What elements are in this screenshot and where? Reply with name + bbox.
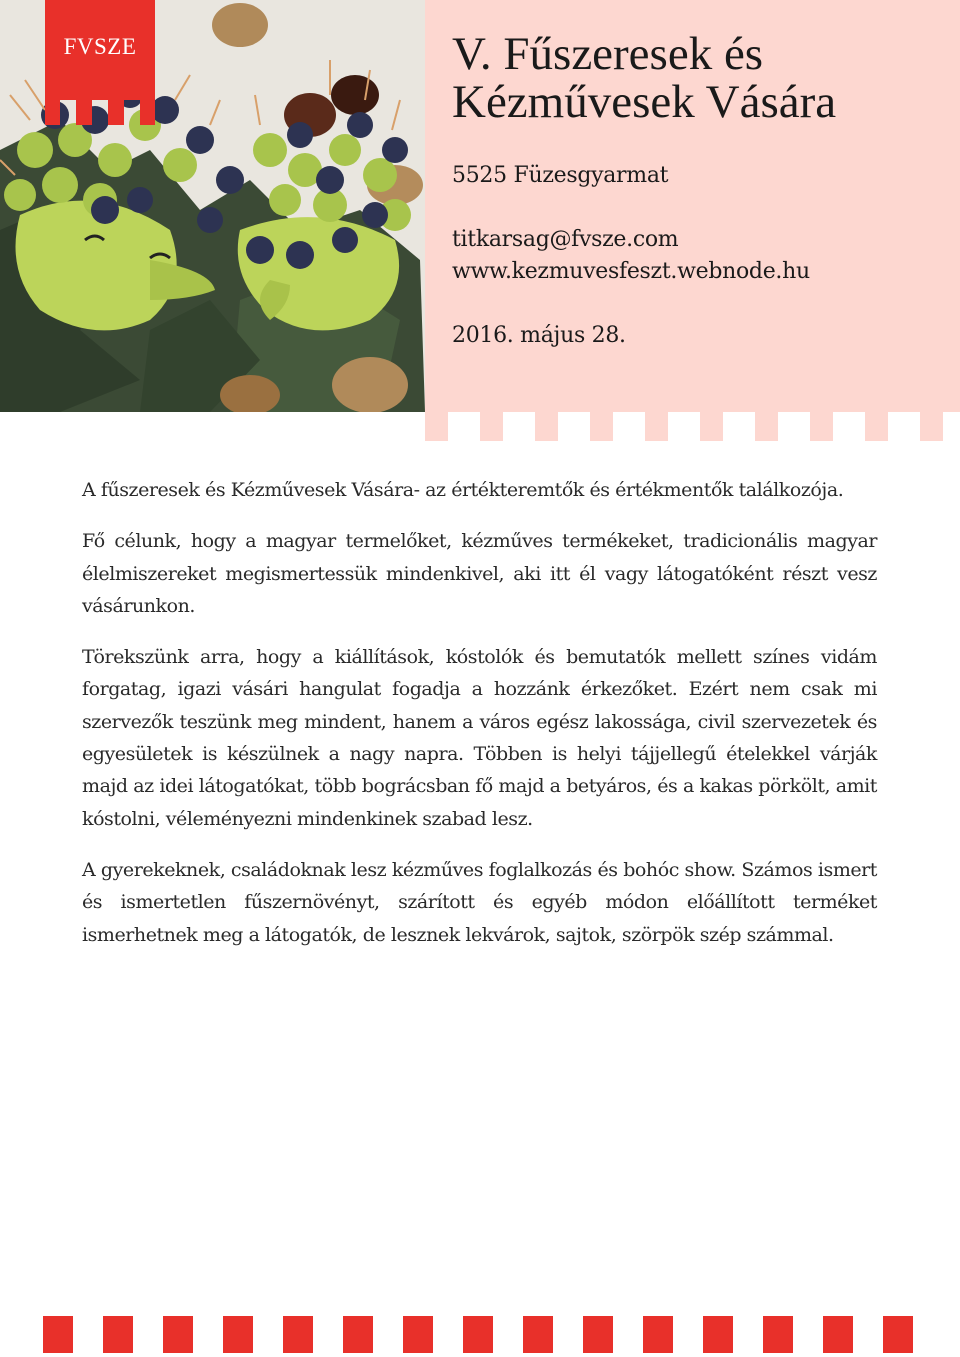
paragraph-programs: A gyerekeknek, családoknak lesz kézműves foglalkozás és bohóc show. Számos ismert és ismertetlen fűszernövényt, szárított és egyéb módon előállított terméket ismerhetnek meg a látogatók, de lesznek lekvárok, sajtok, szörpök szép számmal. [82,858,877,946]
fvsze-logo [45,0,155,125]
body-text [82,474,877,970]
paragraph-goal: Fő célunk, hogy a magyar termelőket, kézműves termékeket, tradicionális magyar élelmiszereket megismertessük mindenkivel, aki itt él vagy látogatóként részt vesz vásárunkon. [82,530,877,617]
paragraph-intro: A fűszeresek és Kézművesek Vására- az értékteremtők és értékmentők találkozója. [82,479,844,501]
panel-crenellation [425,412,960,441]
event-address: 5525 Füzesgyarmat [452,163,669,188]
bottom-border [0,1316,960,1353]
event-date: 2016. május 28. [452,323,626,348]
website-link[interactable]: www.kezmuvesfeszt.webnode.hu [452,259,810,284]
contact-email[interactable]: titkarsag@fvsze.com [452,227,679,252]
event-title [452,30,942,126]
title-line-1: V. Fűszeresek és [452,28,764,80]
logo-text: FVSZE [63,34,137,59]
title-line-2: Kézművesek Vására [452,76,837,128]
paragraph-atmosphere: Törekszünk arra, hogy a kiállítások, kóstolók és bemutatók mellett színes vidám forgatag, igazi vásári hangulat fogadja a hozzánk érkezőket. Ezért nem csak mi szervezők teszünk meg mindent, hanem a város egész lakossága, civil szervezetek és egyesületek is készülnek a nagy napra. Többen is helyi tájjellegű ételekkel várják majd az idei látogatókat, több bográcsban fő majd a betyáros, és a kakas pörkölt, amit kóstolni, véleményezni mindenkinek szabad lesz. [82,646,877,830]
